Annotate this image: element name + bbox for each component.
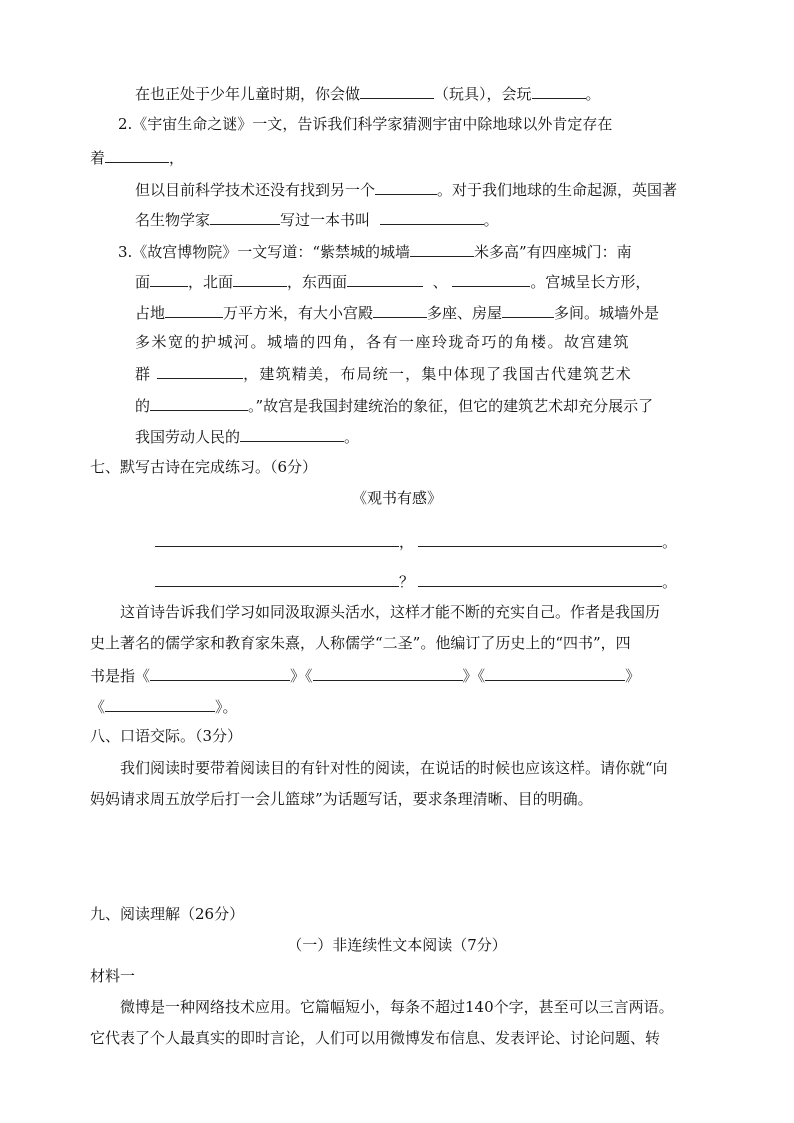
text: 但以目前科学技术还没有找到另一个	[135, 181, 376, 199]
answer-blank[interactable]	[150, 664, 290, 681]
s7-para-line1: 这首诗告诉我们学习如同汲取源头活水，这样才能不断的充实自己。作者是我国历	[120, 603, 661, 621]
answer-blank[interactable]	[155, 570, 399, 587]
s9-para-line2: 它代表了个人最真实的即时言论，人们可以用微博发布信息、发表评论、讨论问题、转	[90, 1029, 661, 1047]
text: 《	[90, 698, 106, 716]
answer-blank[interactable]	[150, 394, 248, 411]
text: 书是指《	[90, 667, 151, 685]
text: ，	[169, 149, 185, 167]
answer-blank[interactable]	[418, 570, 662, 587]
s7-para-line3	[90, 664, 640, 686]
text: 米多高”有四座城门：南	[473, 243, 632, 261]
q3-line4: 多米宽的护城河。城墙的四角，各有一座玲珑奇巧的角楼。故宫建筑	[135, 333, 631, 351]
poem-title: 《观书有感》	[351, 489, 442, 507]
text: 、	[432, 273, 448, 291]
text: ，北面	[188, 273, 234, 291]
answer-blank[interactable]	[452, 270, 530, 287]
answer-blank[interactable]	[210, 208, 280, 225]
section-9-heading: 九、阅读理解（26分）	[90, 905, 245, 923]
text: 》	[462, 667, 478, 685]
text: 名生物学家	[135, 211, 211, 229]
text: 着	[90, 149, 106, 167]
answer-blank[interactable]	[380, 208, 484, 225]
text: 。	[662, 573, 678, 591]
text: 。	[662, 533, 678, 551]
text: 我国劳动人民的	[135, 428, 241, 446]
s7-para-line4	[90, 695, 238, 717]
answer-blank[interactable]	[240, 425, 344, 442]
q3-line6	[135, 394, 653, 416]
poem-line-1	[155, 530, 677, 552]
section-7-heading: 七、默写古诗在完成练习。（6分）	[90, 458, 318, 476]
answer-blank[interactable]	[313, 664, 463, 681]
answer-blank[interactable]	[375, 178, 437, 195]
q2-line2	[90, 146, 184, 168]
q2-line4	[135, 208, 499, 230]
section-8-heading: 八、口语交际。（3分）	[90, 727, 243, 745]
text: ，建筑精美，布局统一，集中体现了我国古代建筑艺术	[243, 365, 632, 383]
answer-blank[interactable]	[485, 664, 625, 681]
q3-line3	[135, 301, 659, 323]
answer-blank[interactable]	[105, 695, 215, 712]
answer-blank[interactable]	[373, 301, 427, 318]
answer-blank[interactable]	[502, 301, 554, 318]
answer-blank[interactable]	[155, 530, 399, 547]
text: ？	[399, 573, 415, 591]
text: 。宫城呈长方形，	[530, 273, 651, 291]
text: ，东西面	[287, 273, 348, 291]
text: 万平方米，有大小宫殿	[223, 304, 374, 322]
text: 。	[585, 85, 601, 103]
answer-blank[interactable]	[157, 362, 243, 379]
text: 。	[344, 428, 360, 446]
text: 。对于我们地球的生命起源，英国著	[437, 181, 678, 199]
text: 》	[625, 667, 641, 685]
s7-para-line2: 史上著名的儒学家和教育家朱熹，人称儒学“二圣”。他编订了历史上的“四书”，四	[90, 634, 631, 652]
text: 多间。城墙外是	[554, 304, 660, 322]
q3-line7	[135, 425, 359, 447]
answer-blank[interactable]	[105, 146, 169, 163]
text: 3.《故宫博物院》一文写道：“紫禁城的城墙	[118, 243, 410, 261]
text: 》	[290, 667, 306, 685]
answer-blank[interactable]	[165, 301, 223, 318]
text: 占地	[135, 304, 166, 322]
text: 》。	[215, 698, 238, 716]
q2-line3	[135, 178, 677, 200]
text: 写过一本书叫	[280, 211, 371, 229]
answer-blank[interactable]	[410, 240, 474, 257]
text: 多座、房屋	[427, 304, 503, 322]
section-9-subheading: （一）非连续性文本阅读（7分）	[287, 936, 507, 954]
text: 面	[135, 273, 151, 291]
q2-line1: 2.《宇宙生命之谜》一文，告诉我们科学家猜测宇宙中除地球以外肯定存在	[118, 115, 613, 133]
q3-line1	[118, 240, 632, 262]
q-cont-line	[135, 82, 601, 104]
text: 的	[135, 397, 151, 415]
answer-blank[interactable]	[532, 82, 586, 99]
answer-blank[interactable]	[233, 270, 287, 287]
text: 。	[483, 211, 499, 229]
poem-line-2	[155, 570, 677, 592]
answer-blank[interactable]	[418, 530, 662, 547]
text: （玩具），会玩	[434, 85, 532, 103]
text: 。”故宫是我国封建统治的象征，但它的建筑艺术却充分展示了	[248, 397, 654, 415]
answer-blank[interactable]	[150, 270, 188, 287]
s8-para-line1: 我们阅读时要带着阅读目的有针对性的阅读，在说话的时候也应该这样。请你就“向	[120, 759, 668, 777]
s8-para-line2: 妈妈请求周五放学后打一会儿篮球”为话题写话，要求条理清晰、目的明确。	[90, 790, 593, 808]
answer-blank[interactable]	[360, 82, 434, 99]
material-label: 材料一	[90, 967, 136, 985]
s9-para-line1: 微博是一种网络技术应用。它篇幅短小，每条不超过140个字，甚至可以三言两语。	[120, 998, 674, 1016]
q3-line2	[135, 270, 650, 292]
text: 《	[305, 667, 313, 685]
text: ，	[399, 533, 415, 551]
q3-line5	[135, 362, 632, 384]
answer-blank[interactable]	[347, 270, 423, 287]
text: 《	[477, 667, 486, 685]
text: 群	[135, 365, 152, 383]
text: 在也正处于少年儿童时期，你会做	[135, 85, 361, 103]
